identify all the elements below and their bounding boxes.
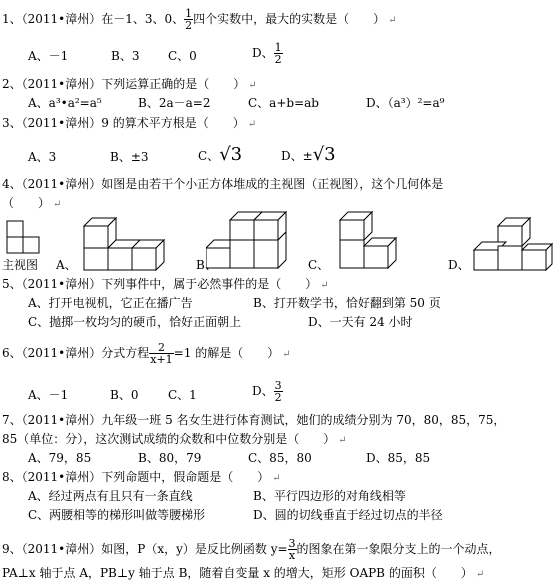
- q4-stem: 4、（2011•漳州）如图是由若干个小正方体堆成的主视图（正视图），这个几何体是: [2, 177, 444, 191]
- q6-fraction: $\frac{2}{x+1}$: [150, 341, 173, 366]
- paragraph-mark-icon: ↵: [272, 473, 281, 484]
- q7-option-c[interactable]: C、85，80: [248, 451, 312, 465]
- q8-option-c[interactable]: C、两腰相等的梯形叫做等腰梯形: [28, 508, 206, 522]
- q6-option-b[interactable]: B、0: [110, 388, 139, 402]
- paragraph-mark-icon: ↵: [388, 15, 397, 26]
- q3-option-a[interactable]: A、3: [28, 150, 57, 164]
- q3-option-d[interactable]: D、±√3: [281, 144, 336, 165]
- q8-option-b[interactable]: B、平行四边形的对角线相等: [253, 489, 406, 503]
- q8-option-a[interactable]: A、经过两点有且只有一条直线: [28, 489, 193, 503]
- q4-figure-d: [470, 212, 554, 274]
- q4-stem-cont: （ ） ↵: [2, 196, 62, 210]
- q5-option-b[interactable]: B、打开数学书，恰好翻到第 50 页: [253, 296, 441, 310]
- q1-fraction: $\frac{1}{2}$: [185, 7, 193, 32]
- q1-option-a[interactable]: A、－1: [28, 49, 69, 63]
- q2-option-c[interactable]: C、a+b=ab: [248, 96, 319, 110]
- q4-option-b[interactable]: B、: [196, 258, 217, 272]
- q7-option-d[interactable]: D、85，85: [366, 451, 431, 465]
- q4-option-d[interactable]: D、: [448, 258, 470, 272]
- paragraph-mark-icon: ↵: [475, 569, 485, 580]
- q5-option-a[interactable]: A、打开电视机，它正在播广告: [28, 296, 193, 310]
- paragraph-mark-icon: ↵: [320, 280, 329, 291]
- q2-option-d[interactable]: D、（a³）²=a⁹: [366, 96, 445, 110]
- main-view-figure: [6, 220, 46, 256]
- paragraph-mark-icon: ↵: [338, 435, 347, 446]
- paragraph-mark-icon: ↵: [282, 349, 291, 360]
- q2-stem: 2、（2011•漳州）下列运算正确的是（ ） ↵: [2, 77, 257, 91]
- q2-option-b[interactable]: B、2a－a=2: [138, 96, 211, 110]
- q6-stem: 6、（2011•漳州）分式方程 $\frac{2}{x+1}$ =1 的解是（ ） ↵: [2, 341, 291, 366]
- q1-option-c[interactable]: C、0: [168, 49, 197, 63]
- q5-option-c[interactable]: C、抛掷一枚均匀的硬币，恰好正面朝上: [28, 315, 242, 329]
- q7-stem: 7、（2011•漳州）九年级一班 5 名女生进行体育测试，她们的成绩分别为 70，80，85，75，: [2, 413, 506, 427]
- q3-option-c[interactable]: C、√3: [198, 144, 243, 165]
- q8-option-d[interactable]: D、圆的切线垂直于经过切点的半径: [253, 508, 443, 522]
- q3-option-b[interactable]: B、±3: [110, 150, 149, 164]
- q5-option-d[interactable]: D、一天有 24 小时: [308, 315, 413, 329]
- q7-option-a[interactable]: A、79，85: [28, 451, 92, 465]
- q7-option-b[interactable]: B、80，79: [138, 451, 202, 465]
- q1-option-d[interactable]: D、 $\frac{1}{2}$: [252, 41, 282, 66]
- q7-stem-cont: 85（单位：分），这次测试成绩的众数和中位数分别是（ ） ↵: [2, 432, 347, 446]
- q9-fraction: $\frac{3}{x}$: [288, 537, 296, 562]
- q4-figure-b: [206, 208, 306, 274]
- q1-stem: 1、（2011•漳州）在－1、3、0、 $\frac{1}{2}$ 四个实数中，最大的实数是（ ） ↵: [2, 7, 397, 32]
- paragraph-mark-icon: ↵: [247, 119, 257, 130]
- q4-figure-c: [332, 208, 422, 274]
- q6-option-c[interactable]: C、1: [168, 388, 197, 402]
- q4-option-c[interactable]: C、: [308, 258, 330, 272]
- q9-stem-cont: PA⊥x 轴于点 A，PB⊥y 轴于点 B，随着自变量 x 的增大，矩形 OAPB 的面积（ ） ↵: [2, 566, 485, 580]
- main-view-label: 主视图: [2, 258, 39, 272]
- q8-stem: 8、（2011•漳州）下列命题中，假命题是（ ） ↵: [2, 470, 281, 484]
- q9-stem: 9、（2011•漳州）如图，P（x，y）是反比例函数 y= $\frac{3}{x}$ 的图象在第一象限分支上的一个动点，: [2, 537, 501, 562]
- q3-stem: 3、（2011•漳州）9 的算术平方根是（ ） ↵: [2, 116, 257, 130]
- q5-stem: 5、（2011•漳州）下列事件中，属于必然事件的是（ ） ↵: [2, 277, 329, 291]
- q4-option-a[interactable]: A、: [56, 258, 77, 272]
- paragraph-mark-icon: ↵: [53, 199, 62, 210]
- q4-figure-a: [78, 214, 188, 272]
- q6-option-d[interactable]: D、 $\frac{3}{2}$: [252, 379, 282, 404]
- q1-option-b[interactable]: B、3: [111, 49, 140, 63]
- q6-option-a[interactable]: A、－1: [28, 388, 69, 402]
- paragraph-mark-icon: ↵: [248, 80, 257, 91]
- q2-option-a[interactable]: A、a³•a²=a⁵: [28, 96, 102, 110]
